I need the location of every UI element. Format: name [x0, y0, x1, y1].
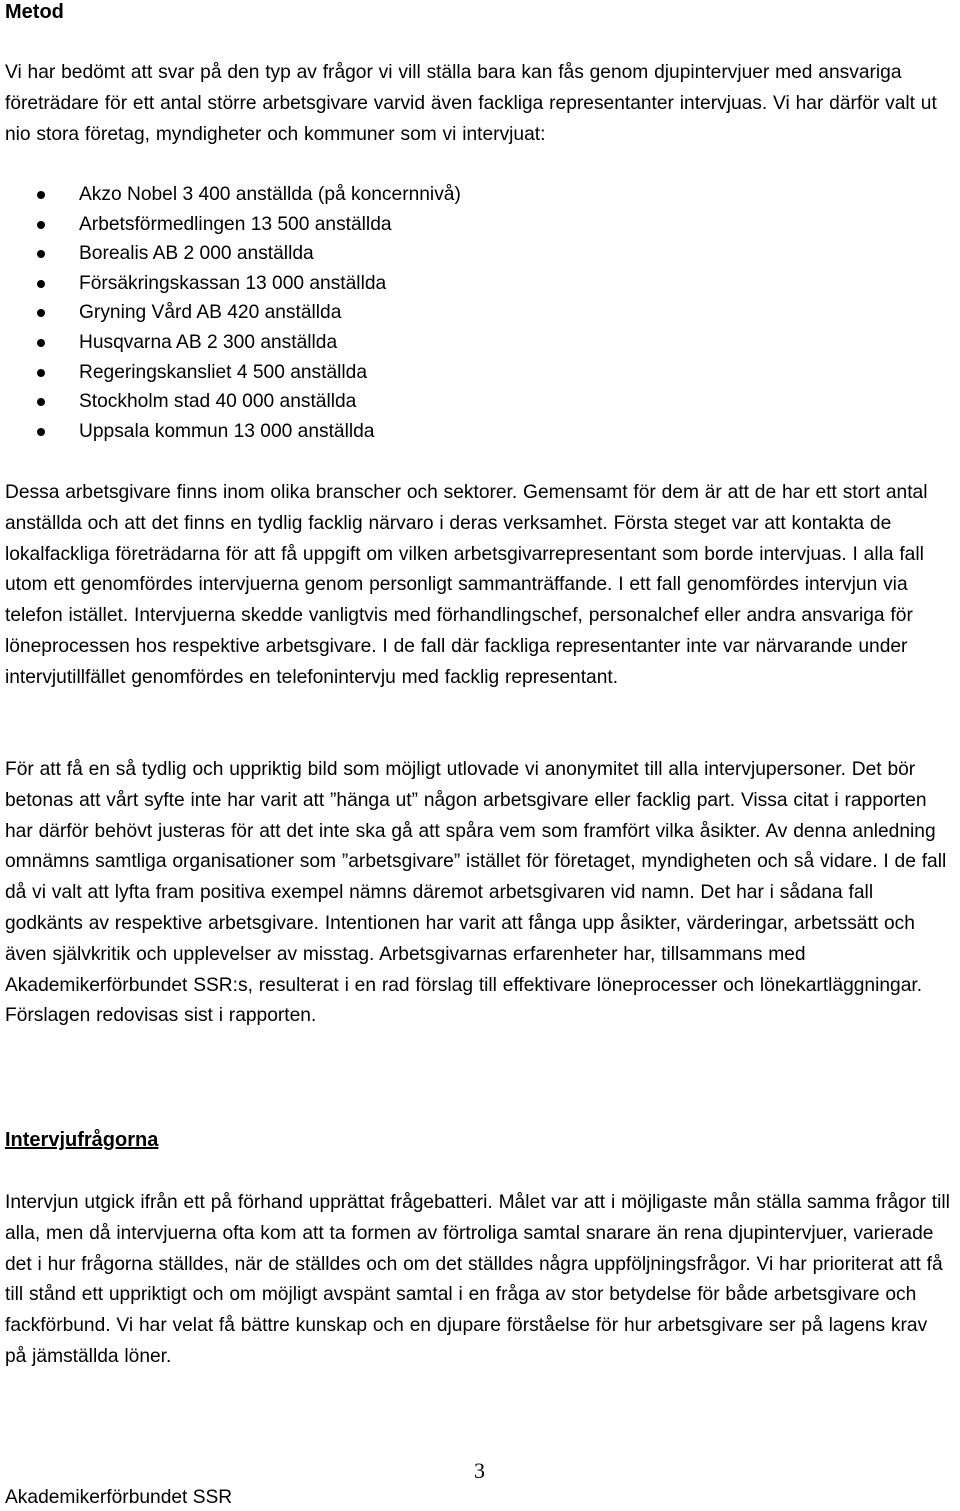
list-item	[0, 328, 461, 358]
list-item-text: Försäkringskassan 13 000 anställda	[79, 272, 387, 294]
metod-paragraph-3: För att få en så tydlig och uppriktig bild som möjligt utlovade vi anonymitet till alla intervjupersoner. Det bör betonas att vårt syfte inte har varit att ”hänga ut” någon arbetsgivare eller facklig part. Vissa citat i rapporten har därför behövt justeras för att det inte ska gå att spåra vem som framfört vilka åsikter. Av denna anledning omnämns samtliga organisationer som ”arbetsgivare” istället för företaget, myndigheten och så vidare. I de fall då vi valt att lyfta fram positiva exempel nämns däremot arbetsgivaren vid namn. Det har i sådana fall godkänts av respektive arbetsgivare. Intentionen har varit att fånga upp åsikter, värderingar, arbetssätt och även självkritik och upplevelser av misstag. Arbetsgivarnas erfarenheter har, tillsammans med Akademikerförbundet SSR:s, resulterat i en rad förslag till effektivare löneprocesser och lönekartläggningar. Förslagen redovisas sist i rapporten.	[5, 759, 947, 1027]
page-number: 3	[474, 1458, 485, 1483]
list-item	[0, 239, 461, 269]
bullet-icon	[37, 339, 45, 347]
metod-intro-paragraph: Vi har bedömt att svar på den typ av frågor vi vill ställa bara kan fås genom djupintervjuer med ansvariga företrädare för ett antal större arbetsgivare varvid även fackliga representanter intervjuas. Vi har därför valt ut nio stora företag, myndigheter och kommuner som vi intervjuat:	[5, 62, 937, 145]
intervjufragorna-paragraph: Intervjun utgick ifrån ett på förhand upprättat frågebatteri. Målet var att i möjligaste mån ställa samma frågor till alla, men då intervjuerna ofta kom att ta formen av förtroliga samtal snarare än rena djupintervjuer, varierade det i hur frågorna ställdes, när de ställdes och om det ställdes några uppföljningsfrågor. Vi har prioriterat att få till stånd ett uppriktigt och om möjligt avspänt samtal i en fråga av stor betydelse för både arbetsgivare och fackförbund. Vi har velat få bättre kunskap och en djupare förståelse för hur arbetsgivare ser på lagens krav på jämställda löner.	[5, 1192, 950, 1367]
section-heading-intervjufragorna: Intervjufrågorna	[5, 1129, 159, 1151]
bullet-icon	[37, 309, 45, 317]
bullet-icon	[37, 250, 45, 258]
bullet-icon	[37, 280, 45, 288]
list-item	[0, 387, 461, 417]
list-item	[0, 210, 461, 240]
list-item-text: Arbetsförmedlingen 13 500 anställda	[79, 213, 392, 235]
list-item	[0, 298, 461, 328]
bullet-icon	[37, 428, 45, 436]
list-item-text: Akzo Nobel 3 400 anställda (på koncernnivå)	[79, 184, 461, 205]
list-item-text: Husqvarna AB 2 300 anställda	[79, 331, 338, 353]
list-item	[0, 417, 461, 447]
bullet-icon	[37, 398, 45, 406]
list-item-text: Uppsala kommun 13 000 anställda	[79, 420, 375, 442]
list-item-text: Gryning Vård AB 420 anställda	[79, 302, 342, 324]
list-item	[0, 269, 461, 299]
section-heading-metod: Metod	[5, 1, 64, 23]
bullet-icon	[37, 369, 45, 377]
list-item-text: Borealis AB 2 000 anställda	[79, 243, 314, 265]
list-item-text: Stockholm stad 40 000 anställda	[79, 391, 357, 413]
metod-paragraph-2: Dessa arbetsgivare finns inom olika branscher och sektorer. Gemensamt för dem är att de har ett stort antal anställda och att det finns en tydlig facklig närvaro i deras verksamhet. Första steget var att kontakta de lokalfackliga företrädarna för att få uppgift om vilken arbetsgivarrepresentant som borde intervjuas. I alla fall utom ett genomfördes intervjuerna genom personligt sammanträffande. I ett fall genomfördes intervjun via telefon istället. Intervjuerna skedde vanligtvis med förhandlingschef, personalchef eller andra ansvariga för löneprocessen hos respektive arbetsgivare. I de fall där fackliga representanter inte var närvarande under intervjutillfället genomfördes en telefonintervju med facklig representant.	[5, 482, 928, 688]
employer-list	[0, 180, 461, 446]
list-item	[0, 180, 461, 210]
footer-text: Akademikerförbundet SSR	[5, 1487, 233, 1508]
bullet-icon	[37, 221, 45, 229]
list-item-text: Regeringskansliet 4 500 anställda	[79, 361, 367, 383]
bullet-icon	[37, 191, 45, 199]
list-item	[0, 358, 461, 388]
